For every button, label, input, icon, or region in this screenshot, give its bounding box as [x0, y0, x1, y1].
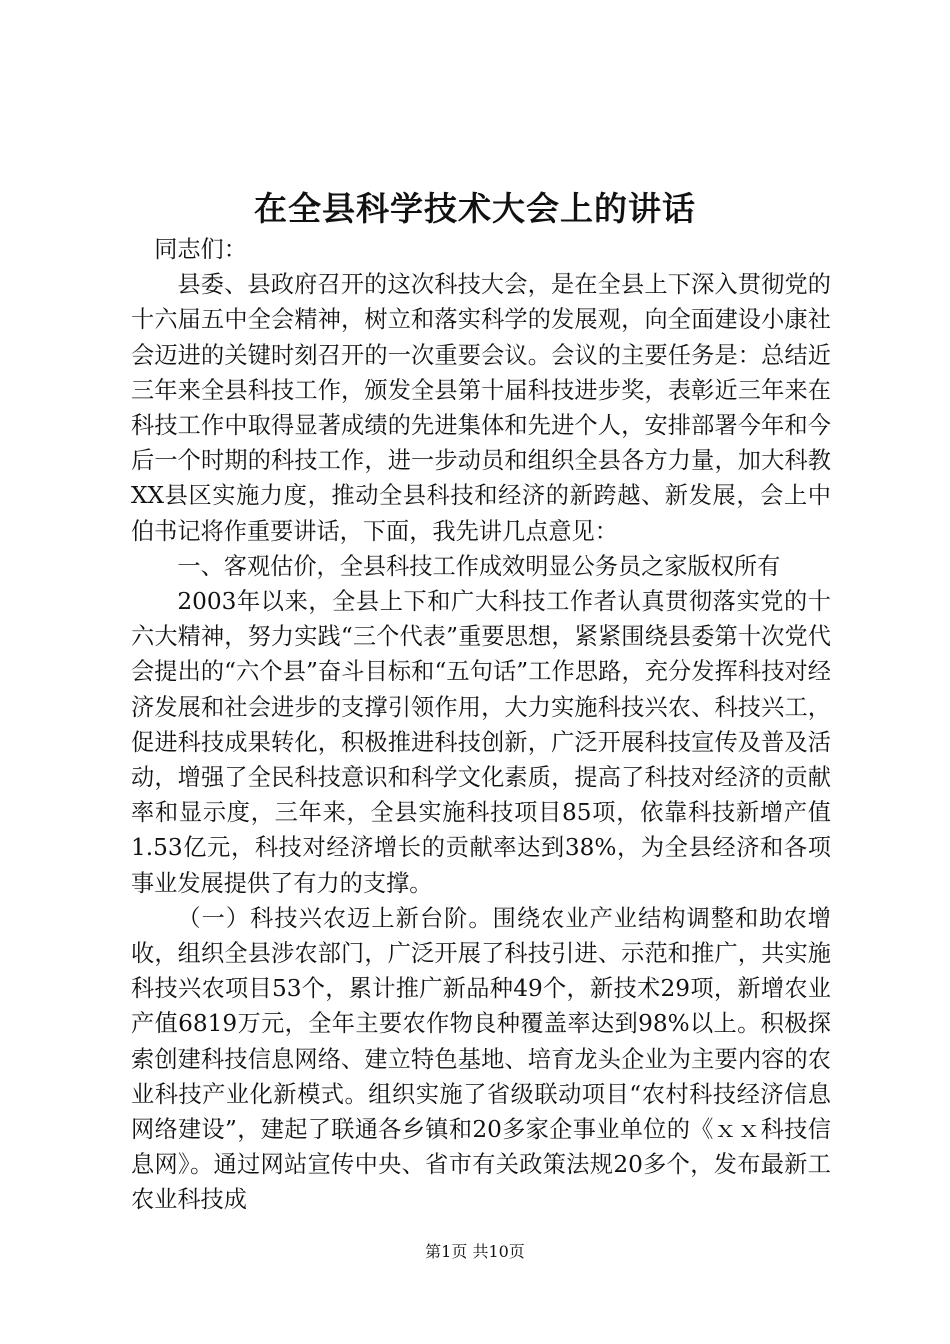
paragraph: （一）科技兴农迈上新台阶。围绕农业产业结构调整和助农增收，组织全县涉农部门，广泛开展了科技引进、示范和推广，共实施科技兴农项目53个，累计推广新品种49个，新技术29项，新增农业产值6819万元，全年主要农作物良种覆盖率达到98%以上。积极探索创建科技信息网络、建立特色基地、培育龙头企业为主要内容的农业科技产业化新模式。组织实施了省级联动项目“农村科技经济信息网络建设”，建起了联通各乡镇和20多家企事业单位的《ｘｘ科技信息网》。通过网站宣传中央、省市有关政策法规20多个，发布最新工农业科技成	[131, 904, 831, 1214]
document-body	[131, 232, 831, 1218]
paragraph: 2003年以来，全县上下和广大科技工作者认真贯彻落实党的十六大精神，努力实践“三个代表”重要思想，紧紧围绕县委第十次党代会提出的“六个县”奋斗目标和“五句话”工作思路，充分发挥科技对经济发展和社会进步的支撑引领作用，大力实施科技兴农、科技兴工，促进科技成果转化，积极推进科技创新，广泛开展科技宣传及普及活动，增强了全民科技意识和科学文化素质，提高了科技对经济的贡献率和显示度，三年来，全县实施科技项目85项，依靠科技新增产值1.53亿元，科技对经济增长的贡献率达到38%，为全县经济和各项事业发展提供了有力的支撑。	[131, 588, 831, 897]
salutation: 同志们：	[154, 236, 247, 263]
document-title: 在全县科学技术大会上的讲话	[254, 189, 696, 228]
paragraph: 县委、县政府召开的这次科技大会，是在全县上下深入贯彻党的十六届五中全会精神，树立和落实科学的发展观，向全面建设小康社会迈进的关键时刻召开的一次重要会议。会议的主要任务是：总结近三年来全县科技工作，颁发全县第十届科技进步奖，表彰近三年来在科技工作中取得显著成绩的先进集体和先进个人，安排部署今年和今后一个时期的科技工作，进一步动员和组织全县各方力量，加大科教XX县区实施力度，推动全县科技和经济的新跨越、新发展，会上中伯书记将作重要讲话，下面，我先讲几点意见：	[131, 271, 831, 545]
section-heading: 一、客观估价，全县科技工作成效明显公务员之家版权所有	[177, 552, 781, 580]
page-number-footer: 第1页 共10页	[425, 1242, 525, 1261]
